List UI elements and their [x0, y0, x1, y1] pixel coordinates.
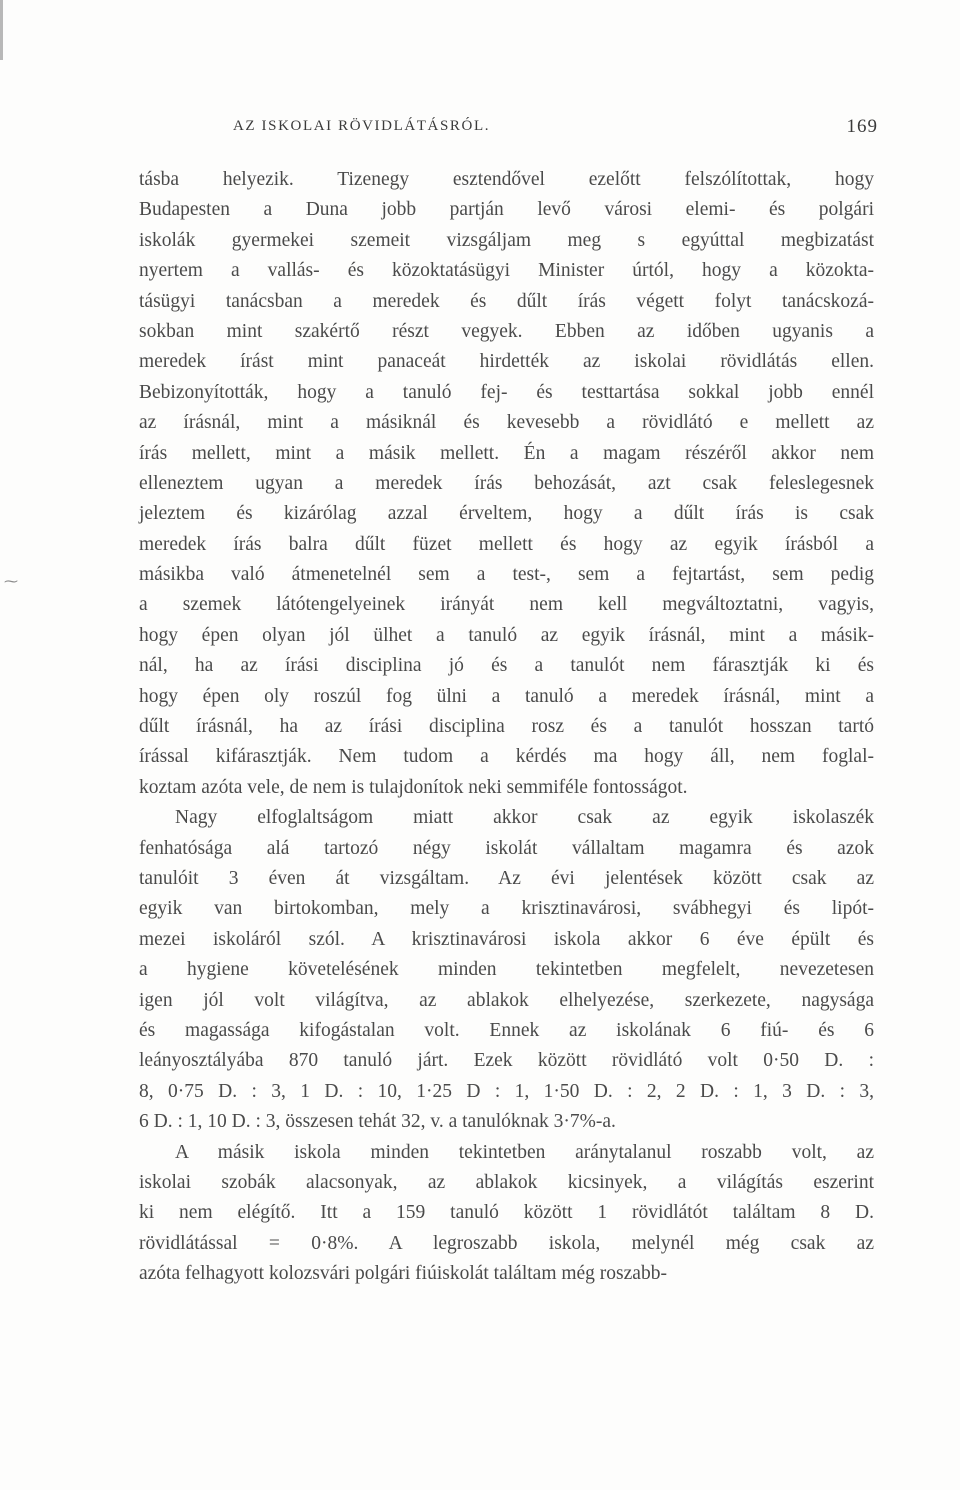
page-number: 169 — [846, 116, 878, 137]
text-line: a hygiene követelésének minden tekintetben megfelelt, nevezetesen — [139, 959, 874, 981]
text-line: az írásnál, mint a másiknál és kevesebb a rövidlátó e mellett az — [139, 412, 874, 434]
text-line: leányosztályába 870 tanuló járt. Ezek között rövidlátó volt 0·50 D. : — [139, 1050, 874, 1072]
paragraph — [139, 1138, 874, 1290]
text-line: és magassága kifogástalan volt. Ennek az iskolának 6 fiú- és 6 — [139, 1019, 874, 1041]
text-line: másikba való átmenetelnél sem a test-, sem a fejtartást, sem pedig — [139, 564, 874, 586]
text-line: meredek írás balra dűlt füzet mellett és hogy az egyik írásból a — [139, 533, 874, 555]
text-line: igen jól volt világítva, az ablakok elhelyezése, szerkezete, nagysága — [139, 989, 874, 1011]
text-line: fenhatósága alá tartozó négy iskolát vállaltam magamra és azok — [139, 837, 874, 859]
margin-mark: ⁓ — [4, 574, 18, 590]
text-line: sokban mint szakértő részt vegyek. Ebben az időben ugyanis a — [139, 320, 874, 342]
running-title: AZ ISKOLAI RÖVIDLÁTÁSRÓL. — [233, 118, 491, 134]
text-line: 8, 0·75 D. : 3, 1 D. : 10, 1·25 D : 1, 1·50 D. : 2, 2 D. : 1, 3 D. : 3, — [139, 1080, 874, 1102]
paragraph — [139, 803, 874, 1137]
text-line: írással kifárasztják. Nem tudom a kérdés ma hogy áll, nem foglal- — [139, 746, 874, 768]
text-line: nál, ha az írási disciplina jó és a tanulót nem fárasztják ki és — [139, 655, 874, 677]
page-header — [233, 118, 878, 142]
text-line: tásba helyezik. Tizenegy esztendővel ezelőtt felszólítottak, hogy — [139, 169, 874, 190]
text-line: A másik iskola minden tekintetben aránytalanul roszabb volt, az — [175, 1141, 874, 1163]
text-line: tásügyi tanácsban a meredek és dűlt írás végett folyt tanácskozá- — [139, 290, 874, 312]
text-line: egyik van birtokomban, mely a krisztinavárosi, svábhegyi és lipót- — [139, 898, 874, 920]
text-line: tanulóit 3 éven át vizsgáltam. Az évi jelentések között csak az — [139, 867, 874, 889]
text-line: hogy épen oly roszúl fog ülni a tanuló a meredek írásnál, mint a — [139, 685, 874, 707]
body-text — [139, 165, 874, 1289]
text-line: azóta felhagyott kolozsvári polgári fiúiskolát találtam még roszabb- — [139, 1263, 667, 1285]
text-line: meredek írást mint panaceát hirdették az iskolai rövidlátás ellen. — [139, 351, 874, 373]
text-line: rövidlátással = 0·8%. A legroszabb iskola, melynél még csak az — [139, 1232, 874, 1254]
text-line: elleneztem ugyan a meredek írás behozását, azt csak feleslegesnek — [139, 472, 874, 494]
text-line: ki nem elégítő. Itt a 159 tanuló között 1 rövidlátót találtam 8 D. — [139, 1202, 874, 1224]
text-line: koztam azóta vele, de nem is tulajdonítok neki semmiféle fontosságot. — [139, 776, 688, 798]
text-line: 6 D. : 1, 10 D. : 3, összesen tehát 32, v. a tanulóknak 3·7%-a. — [139, 1111, 616, 1133]
text-line: nyertem a vallás- és közoktatásügyi Minister úrtól, hogy a közokta- — [139, 260, 874, 282]
text-line: írás mellett, mint a másik mellett. Én a magam részéről akkor nem — [139, 442, 874, 464]
text-line: Bebizonyították, hogy a tanuló fej- és testtartása sokkal jobb ennél — [139, 381, 874, 403]
text-line: a szemek látótengelyeinek irányát nem kell megváltoztatni, vagyis, — [139, 594, 874, 616]
paragraph — [139, 165, 874, 803]
text-line: jeleztem és kizárólag azzal érveltem, hogy a dűlt írás is csak — [139, 503, 874, 525]
text-line: Budapesten a Duna jobb partján levő városi elemi- és polgári — [139, 199, 874, 221]
text-line: dűlt írásnál, ha az írási disciplina rosz és a tanulót hosszan tartó — [139, 716, 874, 738]
text-line: iskolák gyermekei szemeit vizsgáljam meg s egyúttal megbizatást — [139, 229, 874, 251]
text-line: Nagy elfoglaltságom miatt akkor csak az egyik iskolaszék — [175, 807, 874, 829]
text-line: iskolai szobák alacsonyak, az ablakok kicsinyek, a világítás eszerint — [139, 1171, 874, 1193]
text-line: mezei iskoláról szól. A krisztinavárosi iskola akkor 6 éve épült és — [139, 928, 874, 950]
binding-edge — [0, 0, 3, 60]
text-line: hogy épen olyan jól ülhet a tanuló az egyik írásnál, mint a másik- — [139, 624, 874, 646]
